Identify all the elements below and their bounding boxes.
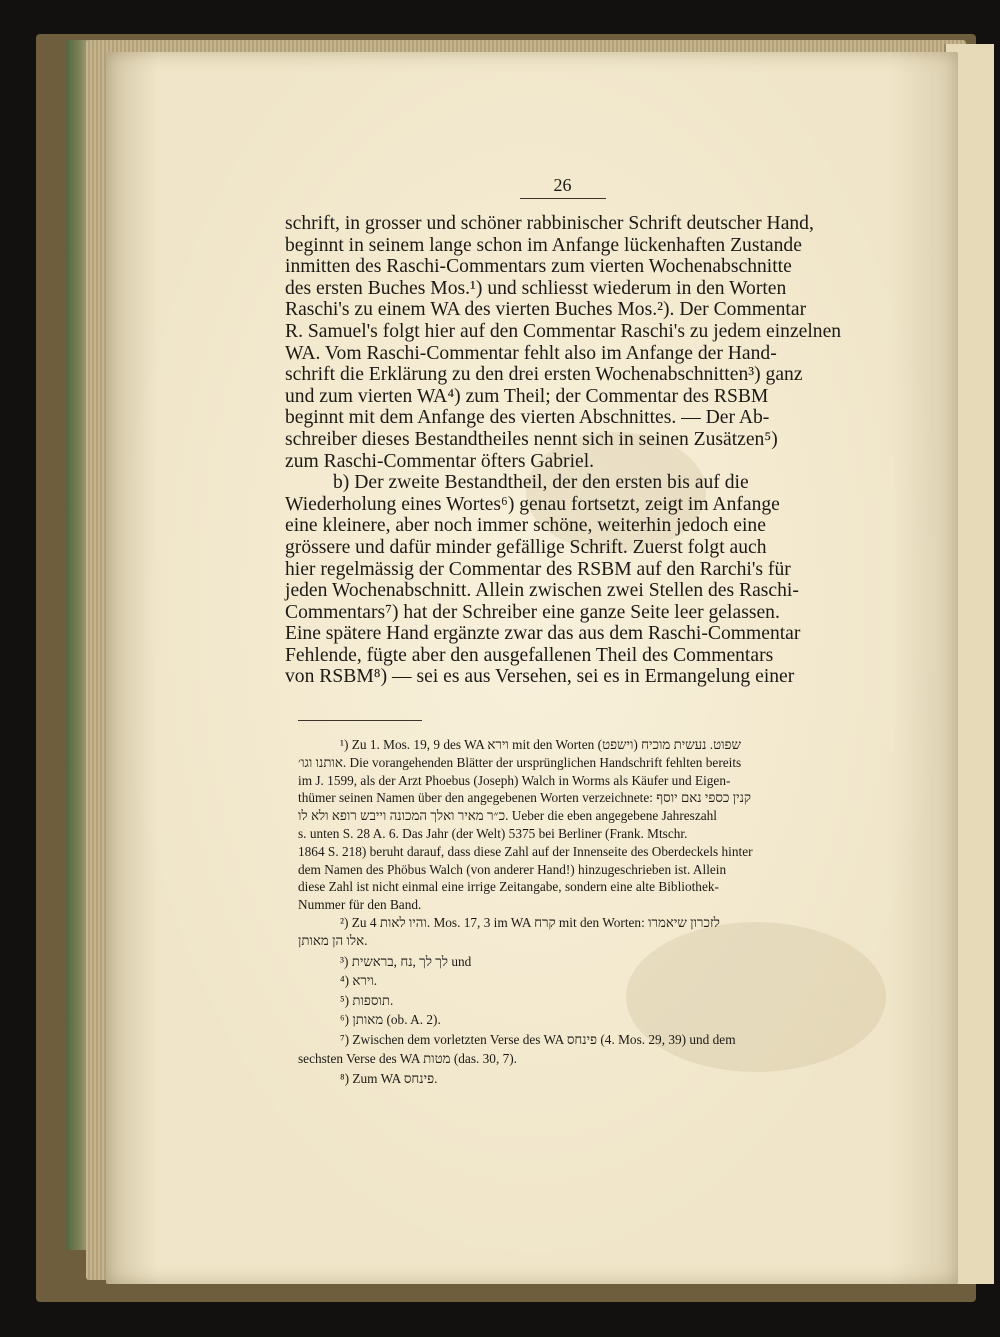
footnote-line: כ״ר מאיר ואלך המכונה וייבש רופא ולא לו. Ueber die eben angegebene Jahreszahl xyxy=(298,808,717,824)
body-line: beginnt in seinem lange schon im Anfange lückenhaften Zustande xyxy=(285,234,802,256)
footnote-list-item: ⁵) תוספות. xyxy=(340,992,394,1008)
book-spine xyxy=(66,40,88,1250)
body-line: schrift die Erklärung zu den drei ersten Wochenabschnitten³) ganz xyxy=(285,364,803,386)
footnote-line: ¹) Zu 1. Mos. 19, 9 des WA וירא mit den Worten (וישפט) שפוט. נעשית מוכיח xyxy=(340,737,741,752)
footnotes-block xyxy=(298,736,843,1088)
body-line: schrift, in grosser und schöner rabbinischer Schrift deutscher Hand, xyxy=(285,213,814,234)
body-line: WA. Vom Raschi-Commentar fehlt also im Anfange der Hand- xyxy=(285,342,777,364)
footnote-line: dem Namen des Phöbus Walch (von anderer Hand!) hinzugeschrieben ist. Allein xyxy=(298,861,727,877)
body-line: beginnt mit dem Anfange des vierten Abschnittes. — Der Ab- xyxy=(285,407,770,429)
body-line: des ersten Buches Mos.¹) und schliesst wiederum in den Worten xyxy=(285,277,787,299)
body-line: Raschi's zu einem WA des vierten Buches Mos.²). Der Commentar xyxy=(285,299,807,321)
page-number: 26 xyxy=(285,175,840,199)
body-line: Eine spätere Hand ergänzte zwar das aus dem Raschi-Commentar xyxy=(285,623,801,645)
body-line: zum Raschi-Commentar öfters Gabriel. xyxy=(285,450,595,472)
body-line: R. Samuel's folgt hier auf den Commentar Raschi's zu jedem einzelnen xyxy=(285,320,842,342)
main-text-block xyxy=(285,175,840,688)
body-line: eine kleinere, aber noch immer schöne, weiterhin jedoch eine xyxy=(285,515,766,537)
body-paragraph xyxy=(285,213,840,688)
footnote-list-item: sechsten Verse des WA מטות (das. 30, 7). xyxy=(298,1051,517,1067)
footnote-line: s. unten S. 28 A. 6. Das Jahr (der Welt) 5375 bei Berliner (Frank. Mtschr. xyxy=(298,825,688,841)
body-line: Commentars⁷) hat der Schreiber eine ganze Seite leer gelassen. xyxy=(285,601,780,623)
footnote-list xyxy=(298,952,843,1089)
footnote-list-item: ³) לך לך ,נח ,בראשית und xyxy=(340,953,472,969)
body-line: jeden Wochenabschnitt. Allein zwischen zwei Stellen des Raschi- xyxy=(285,580,799,602)
footnote-list-item: ⁶) מאותן (ob. A. 2). xyxy=(340,1012,441,1028)
body-line: b) Der zweite Bestandtheil, der den ersten bis auf die xyxy=(333,472,749,494)
body-line: Wiederholung eines Wortes⁶) genau fortsetzt, zeigt im Anfange xyxy=(285,493,780,515)
footnote-line: 1864 S. 218) beruht darauf, dass diese Zahl auf der Innenseite des Oberdeckels hinter xyxy=(298,843,753,859)
body-line: von RSBM⁸) — sei es aus Versehen, sei es in Ermangelung einer xyxy=(285,666,795,688)
body-line: grössere und dafür minder gefällige Schrift. Zuerst folgt auch xyxy=(285,536,767,558)
footnote-line: ²) Zu והיו לאות 4. Mos. 17, 3 im WA קרח mit den Worten: לזכרון שיאמרו xyxy=(340,914,720,930)
body-line: hier regelmässig der Commentar des RSBM auf den Rarchi's für xyxy=(285,558,791,580)
body-line: schreiber dieses Bestandtheiles nennt sich in seinen Zusätzen⁵) xyxy=(285,428,778,450)
footnote-line: אותנו וגו׳. Die vorangehenden Blätter der ursprünglichen Handschrift fehlten bereits xyxy=(298,754,742,770)
footnote-line: diese Zahl ist nicht einmal eine irrige Zeitangabe, sondern eine alte Bibliothek- xyxy=(298,879,719,895)
body-line: Fehlende, fügte aber den ausgefallenen Theil des Commentars xyxy=(285,644,774,666)
footnote-line: im J. 1599, als der Arzt Phoebus (Joseph) Walch in Worms als Käufer und Eigen- xyxy=(298,772,731,788)
body-line: und zum vierten WA⁴) zum Theil; der Commentar des RSBM xyxy=(285,385,769,407)
footnote-line: אלו הן מאותן. xyxy=(298,932,368,948)
footnote-line: Nummer für den Band. xyxy=(298,897,422,913)
footnote-list-item: ⁴) וירא. xyxy=(340,973,378,989)
footnote-separator xyxy=(298,720,422,721)
footnote-list-item: ⁷) Zwischen dem vorletzten Verse des WA פינחס (4. Mos. 29, 39) und dem xyxy=(340,1031,736,1047)
footnote-list-item: ⁸) Zum WA פינחס. xyxy=(340,1070,438,1086)
footnote-line: thümer seinen Namen über den angegebenen Worten verzeichnete: קנין כספי נאם יוסף xyxy=(298,790,752,806)
body-line: inmitten des Raschi-Commentars zum vierten Wochenabschnitte xyxy=(285,256,792,278)
